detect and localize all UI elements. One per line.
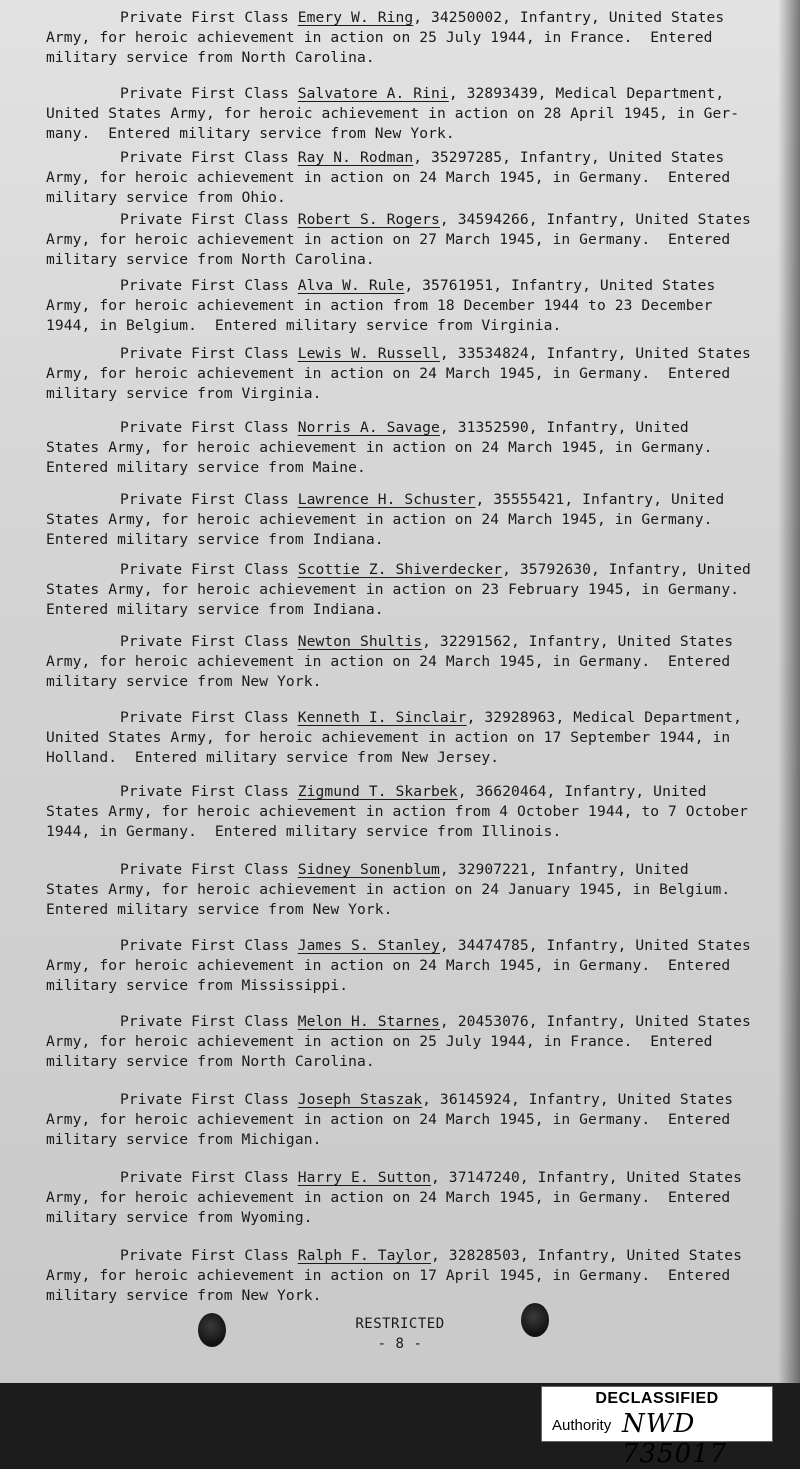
rank-text: Private First Class [120, 633, 298, 650]
soldier-name: Zigmund T. Skarbek [297, 783, 458, 800]
serial-and-unit: , 34594266, Infantry, United States [439, 211, 751, 228]
citation-entry [0, 936, 800, 996]
citation-text-line: military service from Ohio. [46, 189, 286, 206]
citation-text-line: Army, for heroic achievement in action on 24 March 1945, in Germany. Entered [46, 1111, 731, 1128]
citation-entry [0, 276, 800, 336]
rank-text: Private First Class [120, 1091, 298, 1108]
serial-and-unit: , 31352590, Infantry, United [439, 419, 689, 436]
rank-text: Private First Class [120, 1169, 298, 1186]
citation-text-line: military service from New York. [46, 673, 322, 690]
citation-entry [0, 560, 800, 620]
serial-and-unit: , 20453076, Infantry, United States [439, 1013, 751, 1030]
soldier-name: Salvatore A. Rini [297, 85, 449, 102]
citation-text-line: United States Army, for heroic achievement in action on 17 September 1944, in [46, 729, 731, 746]
citation-first-line [0, 632, 800, 652]
citation-entry [0, 210, 800, 270]
soldier-name: Emery W. Ring [297, 9, 414, 26]
soldier-name: Harry E. Sutton [297, 1169, 432, 1186]
citation-first-line [0, 708, 800, 728]
citation-text-line: military service from North Carolina. [46, 251, 375, 268]
declassified-stamp [541, 1386, 773, 1469]
citation-entry [0, 1012, 800, 1072]
citation-entry [0, 84, 800, 144]
serial-and-unit: , 35297285, Infantry, United States [413, 149, 725, 166]
punch-hole-right [521, 1303, 549, 1337]
citation-first-line [0, 344, 800, 364]
citation-first-line [0, 936, 800, 956]
citation-entry [0, 344, 800, 404]
punch-hole-left [198, 1313, 226, 1347]
soldier-name: Lewis W. Russell [297, 345, 440, 362]
serial-and-unit: , 32828503, Infantry, United States [431, 1247, 743, 1264]
citation-text-line: Army, for heroic achievement in action on 24 March 1945, in Germany. Entered [46, 365, 731, 382]
citation-first-line [0, 1012, 800, 1032]
citation-entry [0, 148, 800, 208]
citation-text-line: Holland. Entered military service from New Jersey. [46, 749, 500, 766]
citation-text-line: States Army, for heroic achievement in action on 24 January 1945, in Belgium. [46, 881, 731, 898]
citation-text-line: Army, for heroic achievement in action on 24 March 1945, in Germany. Entered [46, 169, 731, 186]
citation-text-line: many. Entered military service from New York. [46, 125, 455, 142]
rank-text: Private First Class [120, 1013, 298, 1030]
citation-text-line: States Army, for heroic achievement in action from 4 October 1944, to 7 October [46, 803, 749, 820]
serial-and-unit: , 32907221, Infantry, United [439, 861, 689, 878]
citation-text-line: Army, for heroic achievement in action on 17 April 1945, in Germany. Entered [46, 1267, 731, 1284]
rank-text: Private First Class [120, 345, 298, 362]
rank-text: Private First Class [120, 85, 298, 102]
citation-first-line [0, 1090, 800, 1110]
citation-text-line: military service from North Carolina. [46, 49, 375, 66]
serial-and-unit: , 32291562, Infantry, United States [422, 633, 734, 650]
soldier-name: Robert S. Rogers [297, 211, 440, 228]
citation-entry [0, 490, 800, 550]
citation-first-line [0, 84, 800, 104]
serial-and-unit: , 35792630, Infantry, United [502, 561, 751, 578]
citation-entry [0, 782, 800, 842]
serial-and-unit: , 36145924, Infantry, United States [422, 1091, 734, 1108]
citation-text-line: 1944, in Belgium. Entered military service from Virginia. [46, 317, 562, 334]
citation-text-line: Entered military service from Indiana. [46, 531, 384, 548]
page-number: - 8 - [377, 1336, 423, 1352]
classification-marking: RESTRICTED [355, 1316, 445, 1332]
citation-first-line [0, 8, 800, 28]
citation-text-line: Army, for heroic achievement in action on 25 July 1944, in France. Entered [46, 29, 713, 46]
citation-text-line: Army, for heroic achievement in action on 24 March 1945, in Germany. Entered [46, 1189, 731, 1206]
citation-text-line: States Army, for heroic achievement in action on 24 March 1945, in Germany. [46, 439, 713, 456]
declassified-title: DECLASSIFIED [595, 1390, 719, 1407]
serial-and-unit: , 32893439, Medical Department, [448, 85, 725, 102]
citation-text-line: Army, for heroic achievement in action on 25 July 1944, in France. Entered [46, 1033, 713, 1050]
rank-text: Private First Class [120, 277, 298, 294]
citation-first-line [0, 860, 800, 880]
citation-first-line [0, 418, 800, 438]
rank-text: Private First Class [120, 709, 298, 726]
citation-text-line: military service from Michigan. [46, 1131, 322, 1148]
citation-text-line: 1944, in Germany. Entered military service from Illinois. [46, 823, 562, 840]
citation-text-line: Army, for heroic achievement in action on 24 March 1945, in Germany. Entered [46, 653, 731, 670]
soldier-name: Kenneth I. Sinclair [297, 709, 467, 726]
citation-entry [0, 1246, 800, 1306]
serial-and-unit: , 36620464, Infantry, United [457, 783, 707, 800]
citation-entry [0, 1168, 800, 1228]
soldier-name: Ralph F. Taylor [297, 1247, 432, 1264]
serial-and-unit: , 32928963, Medical Department, [466, 709, 743, 726]
rank-text: Private First Class [120, 861, 298, 878]
rank-text: Private First Class [120, 561, 298, 578]
citation-text-line: States Army, for heroic achievement in action on 24 March 1945, in Germany. [46, 511, 713, 528]
soldier-name: Joseph Staszak [297, 1091, 423, 1108]
citation-text-line: Army, for heroic achievement in action from 18 December 1944 to 23 December [46, 297, 713, 314]
serial-and-unit: , 37147240, Infantry, United States [431, 1169, 743, 1186]
soldier-name: Melon H. Starnes [297, 1013, 440, 1030]
citation-first-line [0, 1246, 800, 1266]
rank-text: Private First Class [120, 211, 298, 228]
soldier-name: Ray N. Rodman [297, 149, 414, 166]
citation-entry [0, 8, 800, 68]
page-edge-shadow [778, 0, 800, 1383]
rank-text: Private First Class [120, 419, 298, 436]
citation-entry [0, 708, 800, 768]
citation-text-line: Army, for heroic achievement in action on 27 March 1945, in Germany. Entered [46, 231, 731, 248]
serial-and-unit: , 34474785, Infantry, United States [439, 937, 751, 954]
citation-text-line: Entered military service from Indiana. [46, 601, 384, 618]
soldier-name: Norris A. Savage [297, 419, 440, 436]
citation-first-line [0, 1168, 800, 1188]
citation-text-line: military service from Mississippi. [46, 977, 349, 994]
soldier-name: Newton Shultis [297, 633, 423, 650]
authority-label: Authority [552, 1417, 612, 1434]
citation-text-line: military service from Wyoming. [46, 1209, 313, 1226]
citation-entry [0, 1090, 800, 1150]
citation-text-line: military service from New York. [46, 1287, 322, 1304]
citation-text-line: Entered military service from New York. [46, 901, 393, 918]
rank-text: Private First Class [120, 491, 298, 508]
page-footer [0, 1314, 800, 1354]
citation-first-line [0, 490, 800, 510]
soldier-name: Scottie Z. Shiverdecker [297, 561, 503, 578]
citation-first-line [0, 782, 800, 802]
citation-entry [0, 860, 800, 920]
citation-entry [0, 418, 800, 478]
citation-first-line [0, 560, 800, 580]
citation-first-line [0, 210, 800, 230]
authority-value: NWD 735017 [622, 1409, 728, 1469]
rank-text: Private First Class [120, 149, 298, 166]
soldier-name: Sidney Sonenblum [297, 861, 440, 878]
citation-text-line: military service from Virginia. [46, 385, 322, 402]
serial-and-unit: , 34250002, Infantry, United States [413, 9, 725, 26]
citation-first-line [0, 276, 800, 296]
citation-text-line: Entered military service from Maine. [46, 459, 366, 476]
citation-entry [0, 632, 800, 692]
serial-and-unit: , 35761951, Infantry, United States [404, 277, 716, 294]
rank-text: Private First Class [120, 9, 298, 26]
rank-text: Private First Class [120, 1247, 298, 1264]
rank-text: Private First Class [120, 783, 298, 800]
citation-text-line: military service from North Carolina. [46, 1053, 375, 1070]
citation-text-line: United States Army, for heroic achievement in action on 28 April 1945, in Ger- [46, 105, 740, 122]
soldier-name: Lawrence H. Schuster [297, 491, 476, 508]
serial-and-unit: , 35555421, Infantry, United [475, 491, 725, 508]
citation-text-line: Army, for heroic achievement in action on 24 March 1945, in Germany. Entered [46, 957, 731, 974]
citation-first-line [0, 148, 800, 168]
soldier-name: Alva W. Rule [297, 277, 405, 294]
citation-text-line: States Army, for heroic achievement in action on 23 February 1945, in Germany. [46, 581, 740, 598]
soldier-name: James S. Stanley [297, 937, 440, 954]
rank-text: Private First Class [120, 937, 298, 954]
serial-and-unit: , 33534824, Infantry, United States [439, 345, 751, 362]
